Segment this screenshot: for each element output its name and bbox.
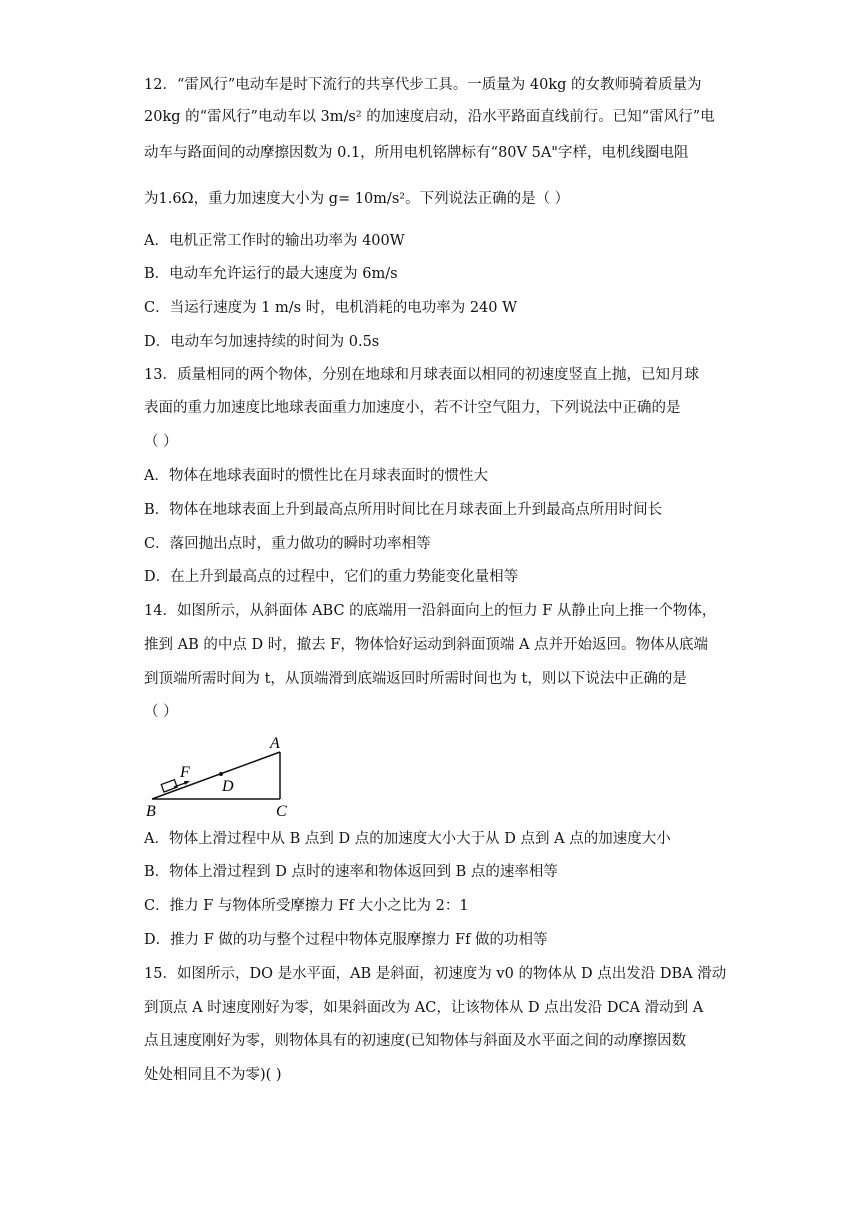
- point-d: [219, 772, 223, 776]
- label-c: C: [276, 803, 287, 818]
- label-b: B: [146, 803, 156, 818]
- q13-line-3: （ ）: [144, 434, 178, 450]
- q15-line-4: 处处相同且不为零)( ): [144, 1067, 282, 1083]
- label-a: A: [270, 736, 280, 752]
- q15-line-2: 到顶点 A 时速度刚好为零，如果斜面改为 AC，让该物体从 D 点出发沿 DCA 滑动到 A: [144, 1000, 704, 1016]
- q14-option-a: A．物体上滑过程中从 B 点到 D 点的加速度大小大于从 D 点到 A 点的加速度大小: [144, 831, 671, 847]
- slope-ab: [152, 752, 280, 799]
- label-d: D: [222, 778, 234, 795]
- q13-option-a: A．物体在地球表面时的惯性比在月球表面时的惯性大: [144, 468, 488, 484]
- q13-option-c: C．落回抛出点时，重力做功的瞬时功率相等: [144, 536, 431, 552]
- incline-figure: [144, 736, 304, 818]
- q14-option-c: C．推力 F 与物体所受摩擦力 Ff 大小之比为 2：1: [144, 898, 469, 914]
- q13-option-d: D．在上升到最高点的过程中，它们的重力势能变化量相等: [144, 569, 519, 585]
- q15-line-1: 15．如图所示，DO 是水平面，AB 是斜面，初速度为 v0 的物体从 D 点出发沿 DBA 滑动: [144, 966, 727, 982]
- q12-option-d: D．电动车匀加速持续的时间为 0.5s: [144, 334, 380, 350]
- force-arrowhead: [184, 781, 190, 785]
- q14-line-4: （ ）: [144, 704, 178, 720]
- q14-option-d: D．推力 F 做的功与整个过程中物体克服摩擦力 Ff 做的功相等: [144, 932, 548, 948]
- q12-line-1: 12．“雷风行”电动车是时下流行的共享代步工具。一质量为 40kg 的女教师骑着质量为: [144, 77, 702, 93]
- label-f: F: [180, 764, 190, 781]
- q13-line-1: 13．质量相同的两个物体，分别在地球和月球表面以相同的初速度竖直上抛，已知月球: [144, 367, 699, 383]
- q12-line-3: 动车与路面间的动摩擦因数为 0.1，所用电机铭牌标有“80V 5A"字样，电机线圈电阻: [144, 145, 689, 161]
- q12-option-a: A．电机正常工作时的输出功率为 400W: [144, 233, 405, 249]
- q12-line-4: 为1.6Ω，重力加速度大小为 g= 10m/s²。下列说法正确的是（ ）: [144, 191, 570, 207]
- q14-line-2: 推到 AB 的中点 D 时，撤去 F，物体恰好运动到斜面顶端 A 点并开始返回。物体从底端: [144, 637, 709, 653]
- q13-option-b: B．物体在地球表面上升到最高点所用时间比在月球表面上升到最高点所用时间长: [144, 502, 663, 518]
- q14-line-3: 到顶端所需时间为 t，从顶端滑到底端返回时所需时间也为 t，则以下说法中正确的是: [144, 671, 687, 687]
- q15-line-3: 点且速度刚好为零，则物体具有的初速度(已知物体与斜面及水平面之间的动摩擦因数: [144, 1033, 687, 1049]
- q12-option-c: C．当运行速度为 1 m/s 时，电机消耗的电功率为 240 W: [144, 300, 518, 316]
- q13-line-2: 表面的重力加速度比地球表面重力加速度小，若不计空气阻力，下列说法中正确的是: [144, 400, 681, 416]
- q14-line-1: 14．如图所示，从斜面体 ABC 的底端用一沿斜面向上的恒力 F 从静止向上推一个物体，: [144, 603, 717, 619]
- q12-line-2: 20kg 的“雷风行”电动车以 3m/s² 的加速度启动，沿水平路面直线前行。已知“雷风行”电: [144, 109, 715, 125]
- q14-option-b: B．物体上滑过程到 D 点时的速率和物体返回到 B 点的速率相等: [144, 864, 558, 880]
- q12-option-b: B．电动车允许运行的最大速度为 6m/s: [144, 266, 398, 282]
